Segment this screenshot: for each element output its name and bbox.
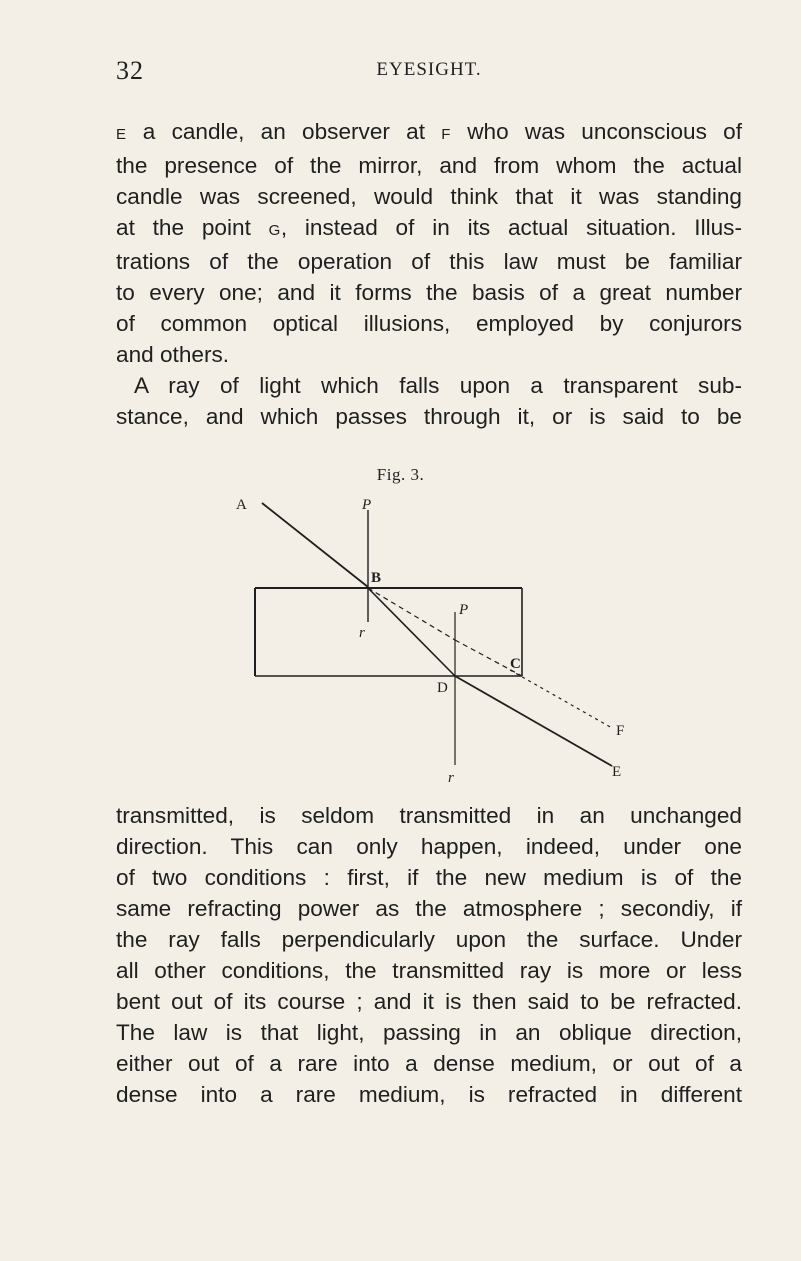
text-line: transmitted, is seldom transmitted in an unchanged <box>116 803 742 828</box>
emergent-ray <box>455 676 612 766</box>
text-line: the ray falls perpendicularly upon the surface. Under <box>116 927 742 952</box>
text-line: either out of a rare into a dense medium, or out of a <box>116 1051 742 1076</box>
text-line: bent out of its course ; and it is then said to be refracted. <box>116 989 742 1014</box>
figure-caption: Fig. 3. <box>376 465 425 484</box>
text-line: trations of the operation of this law must be familiar <box>116 249 742 274</box>
refracted-ray <box>368 588 455 676</box>
label-C: C <box>510 656 521 672</box>
text-line: and others. <box>116 342 230 367</box>
text-line: of two conditions : first, if the new medium is of the <box>116 865 742 890</box>
text-line: The law is that light, passing in an oblique direction, <box>116 1020 742 1045</box>
running-head: EYESIGHT. <box>376 59 482 80</box>
text-line: E a candle, an observer at F who was unconscious of <box>116 119 742 144</box>
label-B: B <box>371 570 382 586</box>
dotted-ray <box>510 670 612 728</box>
label-A: A <box>236 497 247 513</box>
text-line: stance, and which passes through it, or is said to be <box>116 404 742 429</box>
label-F: F <box>616 723 625 739</box>
text-line: of common optical illusions, employed by conjurors <box>116 311 742 336</box>
text-line: candle was screened, would think that it was standing <box>116 184 742 209</box>
label-P-mid: P <box>459 602 469 618</box>
text-line: the presence of the mirror, and from whom the actual <box>116 153 742 178</box>
text-line: dense into a rare medium, is refracted in different <box>116 1082 742 1107</box>
text-line: at the point G, instead of in its actual situation. Illus- <box>116 215 743 240</box>
paragraph-block-bottom <box>116 800 742 1110</box>
text-line: same refracting power as the atmosphere ; secondiy, if <box>116 896 742 921</box>
page-number: 32 <box>116 56 144 85</box>
text-line: to every one; and it forms the basis of a great number <box>116 280 742 305</box>
label-r-left: r <box>359 625 365 641</box>
text-line: all other conditions, the transmitted ray is more or less <box>116 958 742 983</box>
label-P-top: P <box>362 497 372 513</box>
incident-ray <box>262 503 368 587</box>
text-line: A ray of light which falls upon a transparent sub- <box>134 373 742 398</box>
label-D: D <box>437 680 448 696</box>
label-E: E <box>612 764 622 780</box>
label-r-bottom: r <box>448 770 454 786</box>
text-line: direction. This can only happen, indeed, under one <box>116 834 742 859</box>
